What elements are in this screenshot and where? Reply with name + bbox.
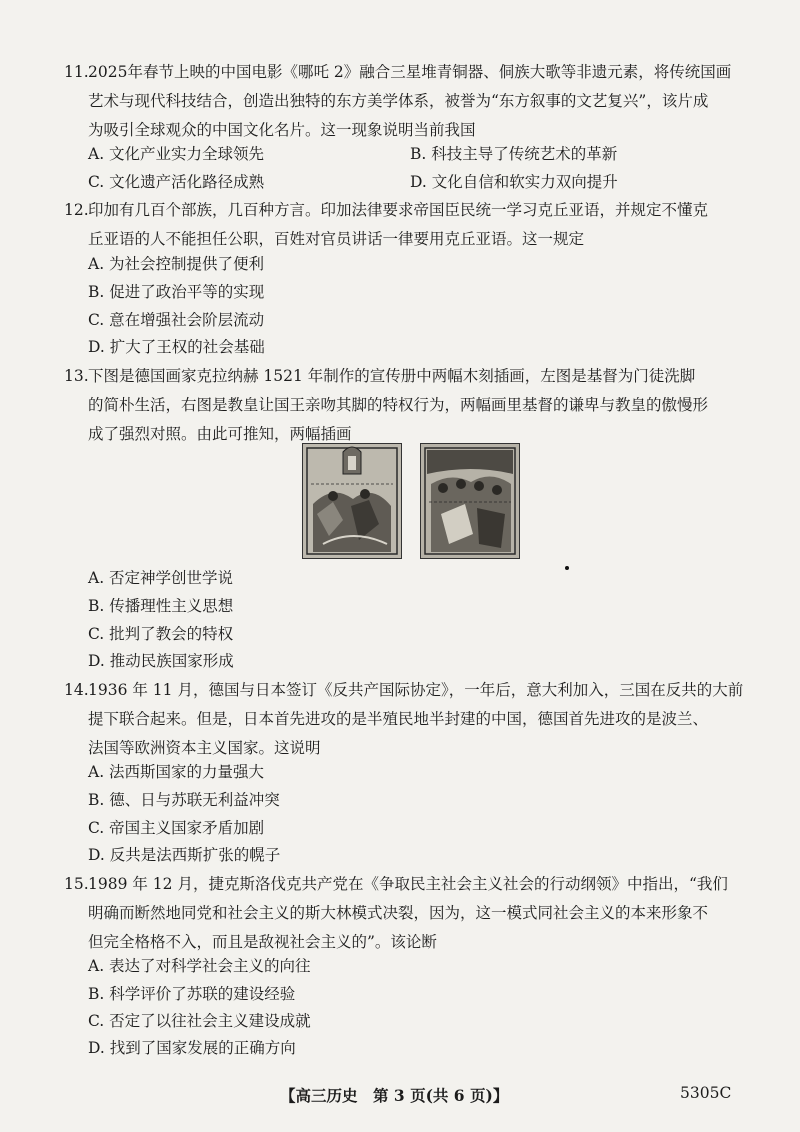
- question-line: 2025年春节上映的中国电影《哪吒 2》融合三星堆青铜器、侗族大歌等非遗元素，将传统国画: [88, 63, 732, 81]
- option-c: C. 意在增强社会阶层流动: [88, 311, 265, 329]
- option-b: B. 科技主导了传统艺术的革新: [410, 145, 618, 163]
- woodcut-left-image: [302, 443, 402, 559]
- question-line: 法国等欧洲资本主义国家。这说明: [88, 739, 321, 757]
- option-b: B. 传播理性主义思想: [88, 597, 234, 615]
- question-line: 丘亚语的人不能担任公职，百姓对官员讲话一律要用克丘亚语。这一规定: [88, 230, 585, 248]
- question-number: 12.: [64, 201, 89, 219]
- paper-code: 5305C: [680, 1084, 732, 1102]
- option-d: D. 反共是法西斯扩张的幌子: [88, 846, 281, 864]
- option-a: A. 表达了对科学社会主义的向往: [88, 957, 311, 975]
- option-b: B. 促进了政治平等的实现: [88, 283, 265, 301]
- question-line: 提下联合起来。但是，日本首先进攻的是半殖民地半封建的中国，德国首先进攻的是波兰、: [88, 710, 709, 728]
- question-12: [64, 196, 746, 254]
- question-15: [64, 870, 746, 957]
- question-line: 印加有几百个部族，几百种方言。印加法律要求帝国臣民统一学习克丘亚语，并规定不懂克: [88, 201, 709, 219]
- woodcut-illustrations: [302, 443, 520, 557]
- option-a: A. 文化产业实力全球领先: [88, 145, 265, 163]
- question-line: 1989 年 12 月，捷克斯洛伐克共产党在《争取民主社会主义社会的行动纲领》中指出，“我们: [88, 875, 728, 893]
- question-line: 但完全格格不入，而且是敌视社会主义的”。该论断: [88, 933, 437, 951]
- option-a: A. 法西斯国家的力量强大: [88, 763, 265, 781]
- question-14: [64, 676, 746, 763]
- option-a: A. 为社会控制提供了便利: [88, 255, 265, 273]
- question-number: 15.: [64, 875, 89, 893]
- question-11: [64, 58, 746, 145]
- question-line: 1936 年 11 月，德国与日本签订《反共产国际协定》，一年后，意大利加入，三国在反共的大前: [88, 681, 744, 699]
- option-d: D. 文化自信和软实力双向提升: [410, 173, 618, 191]
- question-number: 13.: [64, 367, 89, 385]
- question-line: 成了强烈对照。由此可推知，两幅插画: [88, 425, 352, 443]
- question-line: 艺术与现代科技结合，创造出独特的东方美学体系，被誉为“东方叙事的文艺复兴”，该片成: [88, 92, 709, 110]
- option-a: A. 否定神学创世学说: [88, 569, 234, 587]
- question-13: [64, 362, 746, 449]
- question-line: 为吸引全球观众的中国文化名片。这一现象说明当前我国: [88, 121, 476, 139]
- question-number: 11.: [64, 63, 89, 81]
- option-c: C. 帝国主义国家矛盾加剧: [88, 819, 265, 837]
- option-d: D. 扩大了王权的社会基础: [88, 338, 265, 356]
- option-d: D. 找到了国家发展的正确方向: [88, 1039, 296, 1057]
- option-b: B. 德、日与苏联无利益冲突: [88, 791, 280, 809]
- option-c: C. 文化遗产活化路径成熟: [88, 173, 265, 191]
- question-number: 14.: [64, 681, 89, 699]
- question-line: 明确而断然地同党和社会主义的斯大林模式决裂，因为，这一模式同社会主义的本来形象不: [88, 904, 709, 922]
- option-c: C. 批判了教会的特权: [88, 625, 234, 643]
- woodcut-right-image: [420, 443, 520, 559]
- question-line: 的简朴生活，右图是教皇让国王亲吻其脚的特权行为，两幅画里基督的谦卑与教皇的傲慢形: [88, 396, 709, 414]
- option-d: D. 推动民族国家形成: [88, 652, 234, 670]
- option-b: B. 科学评价了苏联的建设经验: [88, 985, 296, 1003]
- page-footer: 【高三历史 第 3 页(共 6 页)】: [280, 1086, 509, 1105]
- option-c: C. 否定了以往社会主义建设成就: [88, 1012, 311, 1030]
- question-line: 下图是德国画家克拉纳赫 1521 年制作的宣传册中两幅木刻插画，左图是基督为门徒洗脚: [88, 367, 696, 385]
- ink-speck: [565, 566, 569, 570]
